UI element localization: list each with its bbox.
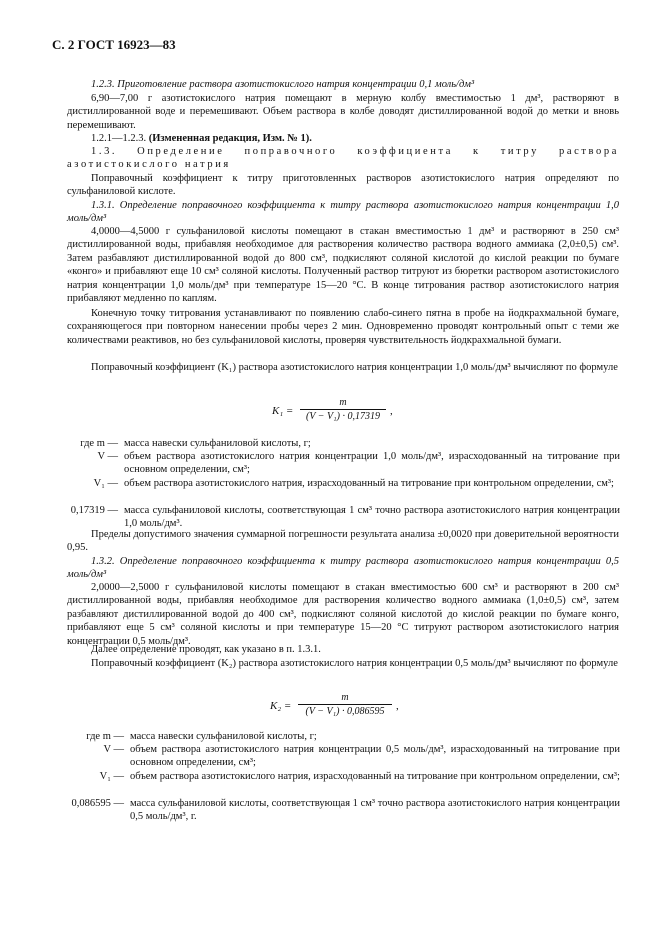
- section-1-3-1-body: 4,0000—4,5000 г сульфаниловой кислоты помещают в стакан вместимостью 1 дм³ и растворяют в 250 см³ дистиллированной воды, прибавляя необходимое для растворения количество раствора водного аммиака (2,0±0,5) см³. Затем разбавляют дистиллированной водой до 800 см³, подкисляют соляной кислотой до кислой реакции по бумаге «конго» и прибавляют еще 10 см³ соляной кислоты. Полученный раствор титруют из бюретки раствором азотистокислого натрия концентрации 1,0 моль/дм³ при температуре 15—20 °С. В конце титрования раствор азотистокислого натрия прибавляют медленно по каплям.: [67, 226, 619, 305]
- section-1-3-1-title: 1.3.1. Определение поправочного коэффициента к титру раствора азотистокислого натрия концентрации 1,0 моль/дм³: [67, 200, 619, 225]
- legend-row: V₁ — объем раствора азотистокислого натрия, израсходованный на титрование при контрольном определении, см³;: [99, 771, 620, 782]
- formula-k1-legend: [48, 437, 620, 531]
- formula-k2-legend: [48, 730, 620, 824]
- legend-row: V — объем раствора азотистокислого натрия концентрации 0,5 моль/дм³, израсходованный на титрование при основном определении, см³;: [103, 744, 620, 769]
- formula-k1: K₁ = $\frac{m}{\text{(V − V₁) · 0,17319}}$ ,: [272, 397, 393, 422]
- legend-row: где m — масса навески сульфаниловой кислоты, г;: [86, 731, 317, 742]
- error-limits: Пределы допустимого значения суммарной погрешности результата анализа ±0,0020 при доверительной вероятности 0,95.: [67, 529, 619, 554]
- legend-row: 0,17319 — масса сульфаниловой кислоты, соответствующая 1 см³ точно раствора азотистокислого натрия концентрации 1,0 моль/дм³.: [70, 505, 620, 530]
- section-1-3-1-endpoint: Конечную точку титрования устанавливают по появлению слабо-синего пятна в пробе на йодкрахмальной бумаге, сохраняющегося при повторном нанесении пробы через 2 мин. Одновременно проводят контрольный опыт с теми же количествами реактивов, но без сульфаниловой кислоты, проверяя чувствительность йодкрахмальной бумаги.: [67, 308, 619, 346]
- section-1-3-2-coef-intro: Поправочный коэффициент (K₂) раствора азотистокислого натрия концентрации 0,5 моль/дм³ вычисляют по формуле: [91, 658, 618, 669]
- section-1-3-1-coef-intro: Поправочный коэффициент (K₁) раствора азотистокислого натрия концентрации 1,0 моль/дм³ вычисляют по формуле: [91, 362, 618, 373]
- legend-row: 0,086595 — масса сульфаниловой кислоты, соответствующая 1 см³ точно раствора азотистокислого натрия концентрации 0,5 моль/дм³, г.: [71, 798, 620, 823]
- legend-row: V — объем раствора азотистокислого натрия концентрации 1,0 моль/дм³, израсходованный на титрование при основном определении, см³;: [97, 451, 620, 476]
- legend-row: где m — масса навески сульфаниловой кислоты, г;: [80, 438, 311, 449]
- section-1-2-3-title: 1.2.3. Приготовление раствора азотистокислого натрия концентрации 0,1 моль/дм³: [91, 79, 475, 90]
- formula-k2: K₂ = $\frac{m}{\text{(V − V₁) · 0,086595}}$ ,: [270, 692, 399, 717]
- section-1-2-3-body: 6,90—7,00 г азотистокислого натрия помещают в мерную колбу вместимостью 1 дм³, растворяют в дистиллированной воде и перемешивают. Объем раствора в колбе доводят дистиллированной водой до метки и вновь перемешивают.: [67, 93, 619, 131]
- section-1-3-2-title: 1.3.2. Определение поправочного коэффициента к титру раствора азотистокислого натрия концентрации 0,5 моль/дм³: [67, 556, 619, 581]
- page-header: С. 2 ГОСТ 16923—83: [52, 37, 176, 52]
- amendment-note: 1.2.1—1.2.3. (Измененная редакция, Изм. № 1).: [91, 133, 312, 144]
- legend-row: V₁ — объем раствора азотистокислого натрия, израсходованный на титрование при контрольном определении, см³;: [93, 478, 614, 489]
- section-1-3-title: 1.3. Определение поправочного коэффициента к титру раствора азотистокислого натрия: [67, 146, 619, 171]
- section-1-3-body: Поправочный коэффициент к титру приготовленных растворов азотистокислого натрия определяют по сульфаниловой кислоте.: [67, 173, 619, 198]
- section-1-3-2-next: Далее определение проводят, как указано в п. 1.3.1.: [91, 644, 321, 655]
- section-1-3-2-body: 2,0000—2,5000 г сульфаниловой кислоты помещают в стакан вместимостью 600 см³ и растворяют в 200 см³ дистиллированной воды, прибавляя необходимое для растворения количество водного аммиака (1,0±0,5) см³, затем разбавляют дистиллированной водой до 400 см³, подкисляют соляной кислотой до кислой реакции по бумаге конго, прибавляют еще 5 см³ соляной кислоты и при температуре 15—20 °С титруют раствором азотистокислого натрия концентрации 0,5 моль/дм³.: [67, 582, 619, 647]
